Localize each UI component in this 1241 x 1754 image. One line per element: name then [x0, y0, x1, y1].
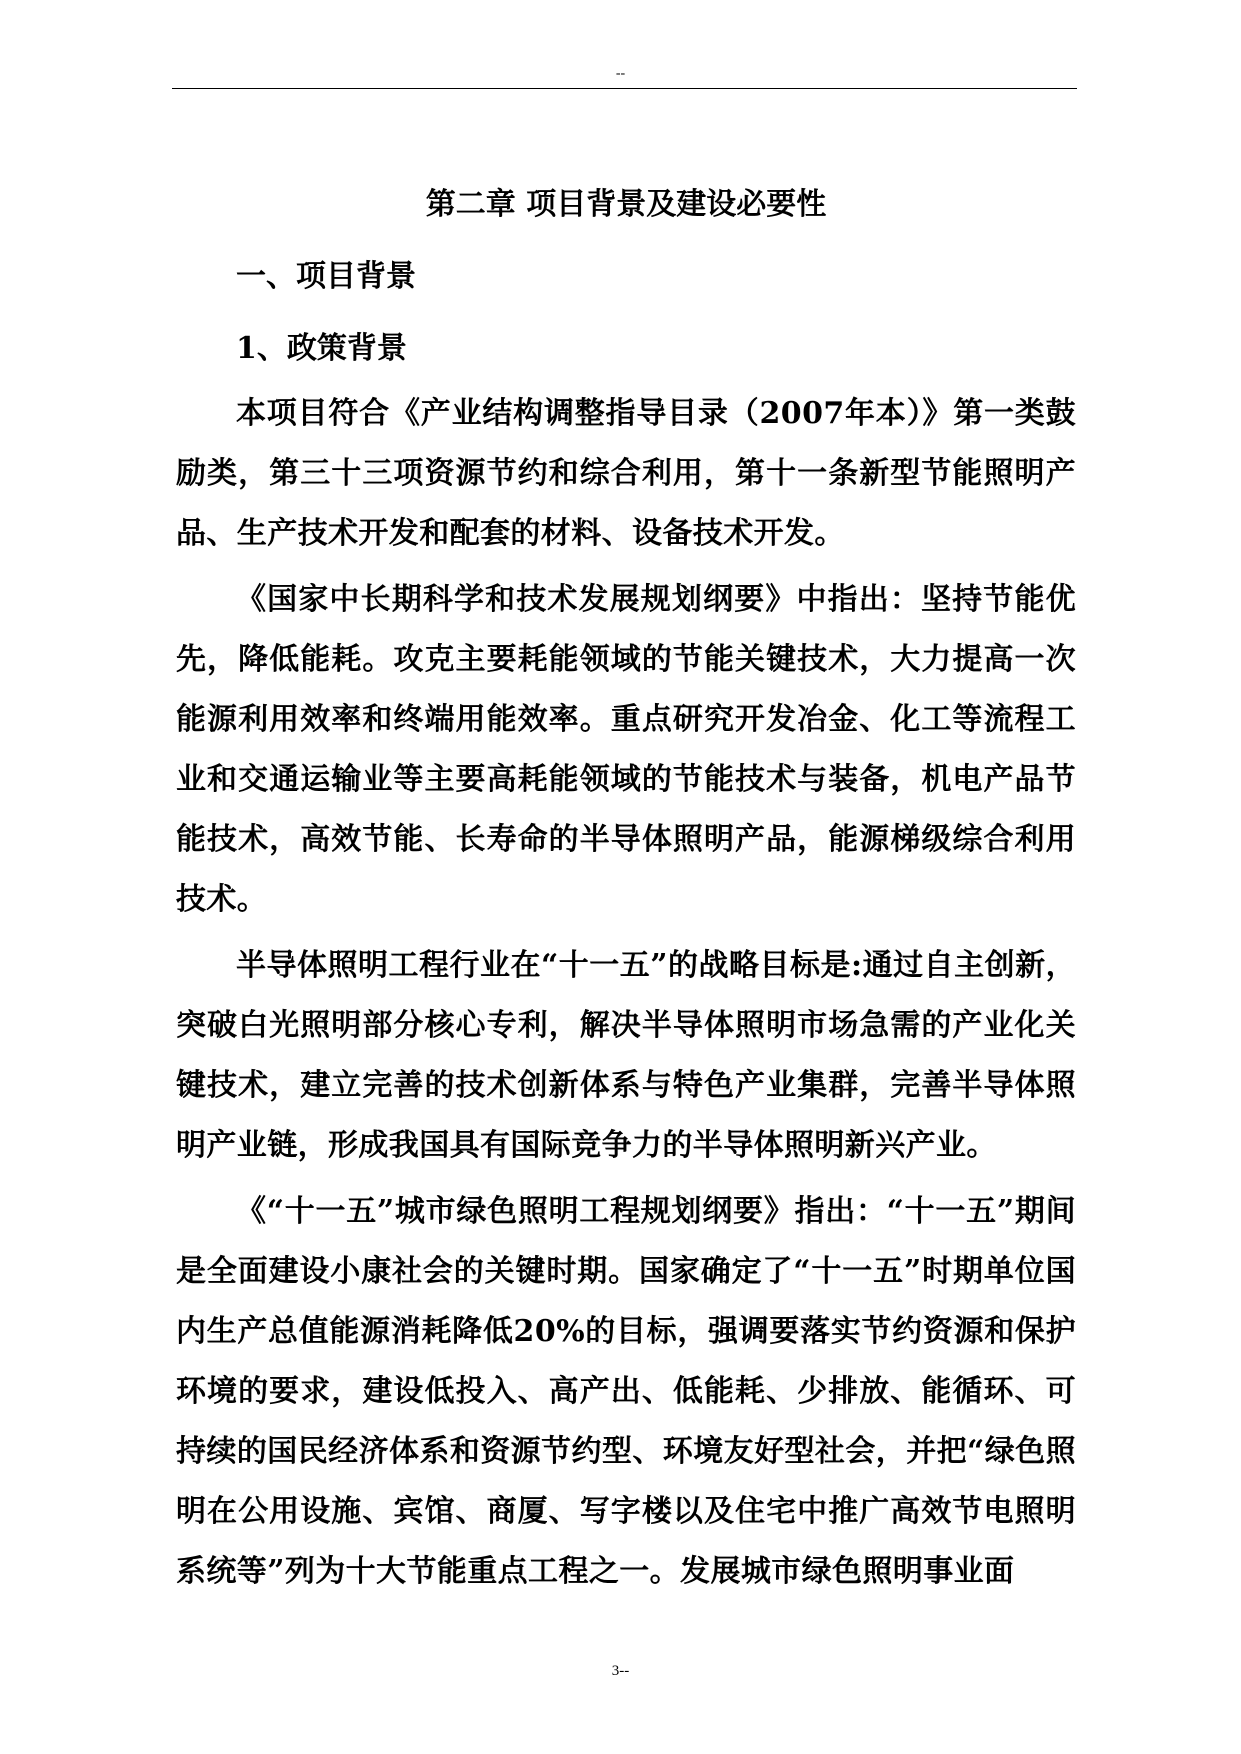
document-body [176, 180, 1076, 1608]
paragraph-policy-catalog: 本项目符合《产业结构调整指导目录（2007年本）》第一类鼓励类，第三十三项资源节约和综合利用，第十一条新型节能照明产品、生产技术开发和配套的材料、设备技术开发。 [176, 396, 1076, 551]
subsection-heading: 1、政策背景 [236, 331, 407, 366]
page-number: 3-- [611, 1663, 630, 1679]
section-heading: 一、项目背景 [236, 259, 416, 294]
paragraph-green-lighting: 《“十一五”城市绿色照明工程规划纲要》指出：“十一五”期间是全面建设小康社会的关键时期。国家确定了“十一五”时期单位国内生产总值能源消耗降低20%的目标，强调要落实节约资源和保护环境的要求，建设低投入、高产出、低能耗、少排放、能循环、可持续的国民经济体系和资源节约型、环境友好型社会，并把“绿色照明在公用设施、宾馆、商厦、写字楼以及住宅中推广高效节电照明系统等”列为十大节能重点工程之一。发展城市绿色照明事业面 [176, 1194, 1076, 1589]
paragraph-semiconductor-goals: 半导体照明工程行业在“十一五”的战略目标是:通过自主创新，突破白光照明部分核心专利，解决半导体照明市场急需的产业化关键技术，建立完善的技术创新体系与特色产业集群，完善半导体照明产业链，形成我国具有国际竞争力的半导体照明新兴产业。 [176, 948, 1076, 1163]
paragraph-national-plan: 《国家中长期科学和技术发展规划纲要》中指出：坚持节能优先，降低能耗。攻克主要耗能领域的节能关键技术，大力提高一次能源利用效率和终端用能效率。重点研究开发冶金、化工等流程工业和交通运输业等主要高耗能领域的节能技术与装备，机电产品节能技术，高效节能、长寿命的半导体照明产品，能源梯级综合利用技术。 [176, 582, 1076, 917]
header-rule [172, 88, 1077, 89]
chapter-title: 第二章 项目背景及建设必要性 [425, 187, 827, 222]
header-mark: -- [615, 66, 626, 81]
